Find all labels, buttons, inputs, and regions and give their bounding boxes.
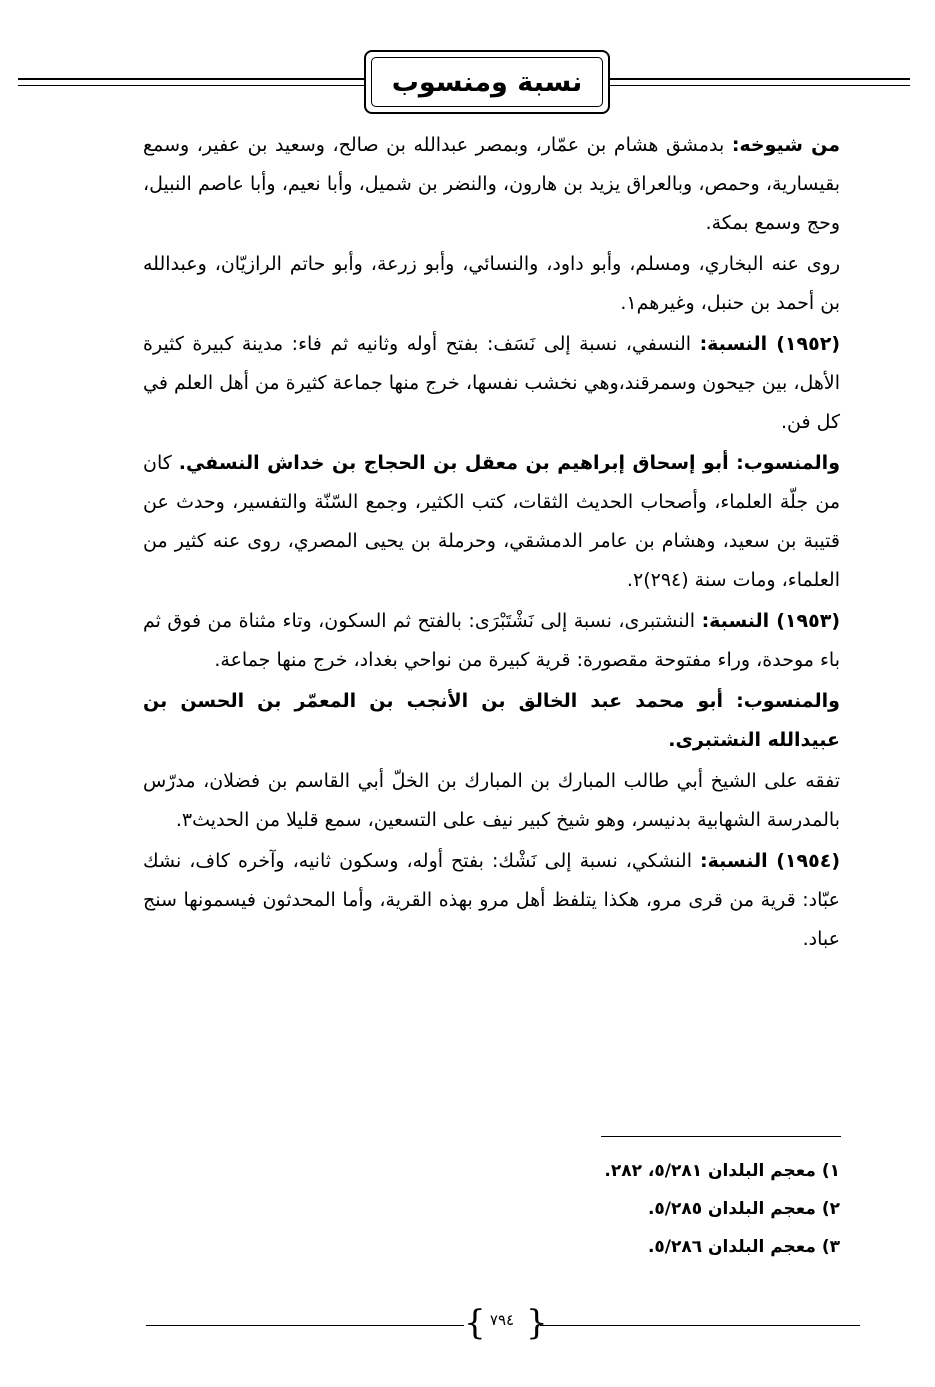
header-rule-left xyxy=(18,78,364,80)
header-rule-right-thin xyxy=(610,85,910,86)
page-number-rule-left xyxy=(146,1325,464,1326)
paragraph-text: روى عنه البخاري، ومسلم، وأبو داود، والنسائي، وأبو زرعة، وأبو حاتم الرازيّان، وعبدالله بن أحمد بن حنبل، وغيرهم١. xyxy=(143,253,840,314)
header-rule-right xyxy=(610,78,910,80)
paragraph xyxy=(143,682,840,760)
main-text xyxy=(143,126,840,961)
paragraph xyxy=(143,325,840,442)
paragraph-text: النشكي، نسبة إلى نَشْك: بفتح أوله، وسكون ثانيه، وآخره كاف، نشك عبّاد: قرية من قرى مرو، هكذا يتلفظ أهل مرو بهذه القرية، وأما المحدثون فيسمونها سنج عباد. xyxy=(143,850,840,950)
paragraph-lead: (١٩٥٢) النسبة: xyxy=(699,333,840,355)
footnote-separator xyxy=(601,1136,841,1137)
paragraph-lead: والمنسوب: أبو إسحاق إبراهيم بن معقل بن الحجاج بن خداش النسفي. xyxy=(178,452,841,474)
paragraph xyxy=(143,126,840,243)
page-number-rule-right xyxy=(540,1325,860,1326)
paragraph-text: بدمشق هشام بن عمّار، وبمصر عبدالله بن صالح، وسعيد بن عفير، وسمع بقيسارية، وحمص، وبالعراق يزيد بن هارون، والنضر بن شميل، وأبا نعيم، وأبا عاصم النبيل، وحج وسمع بمكة. xyxy=(143,134,840,234)
running-header-title: نسبة ومنسوب xyxy=(391,66,583,98)
paragraph-text: النسفي، نسبة إلى نَسَف: بفتح أوله وثانيه ثم فاء: مدينة كبيرة كثيرة الأهل، بين جيحون وسمرقند،وهي نخشب نفسها، خرج منها جماعة كثيرة من أهل العلم في كل فن. xyxy=(143,333,840,433)
paragraph-text: النشتبرى، نسبة إلى نَشْتَبْرَى: بالفتح ثم السكون، وتاء مثناة من فوق ثم باء موحدة، وراء مفتوحة مقصورة: قرية كبيرة من نواحي بغداد، خرج منها جماعة. xyxy=(143,610,840,671)
paragraph xyxy=(143,245,840,323)
paragraph xyxy=(143,842,840,959)
paragraph-text: كان من جلّة العلماء، وأصحاب الحديث الثقات، كتب الكثير، وجمع السّنّة والتفسير، وحدث عن قتيبة بن سعيد، وهشام بن عامر الدمشقي، وحرملة بن يحيى المصري، روى عنه كثير من العلماء، ومات سنة (٢٩٤)٢. xyxy=(143,452,840,591)
page-number-brace-left: { xyxy=(464,1303,486,1343)
paragraph-text: تفقه على الشيخ أبي طالب المبارك بن المبارك بن الخلّ أبي القاسم بن فضلان، مدرّس بالمدرسة الشهابية بدنيسر، وهو شيخ كبير نيف على التسعين، سمع قليلا من الحديث٣. xyxy=(143,770,840,831)
paragraph-lead: (١٩٥٤) النسبة: xyxy=(700,850,840,872)
header-title-box xyxy=(364,50,610,114)
paragraph-lead: والمنسوب: أبو محمد عبد الخالق بن الأنجب بن المعمّر بن الحسن بن عبيدالله النشتبرى. xyxy=(143,690,840,751)
paragraph xyxy=(143,602,840,680)
paragraph xyxy=(143,444,840,600)
footnote-2: ٢) معجم البلدان ٥/٢٨٥. xyxy=(647,1199,840,1219)
paragraph-lead: (١٩٥٣) النسبة: xyxy=(701,610,840,632)
page-number: ٧٩٤ xyxy=(489,1311,515,1329)
paragraph xyxy=(143,762,840,840)
header-rule-left-thin xyxy=(18,85,364,86)
paragraph-lead: من شيوخه: xyxy=(731,134,840,156)
page-number-brace-right: } xyxy=(526,1303,548,1343)
footnote-1: ١) معجم البلدان ٥/٢٨١، ٢٨٢. xyxy=(604,1161,840,1181)
footnotes xyxy=(604,1152,840,1266)
footnote-3: ٣) معجم البلدان ٥/٢٨٦. xyxy=(647,1237,840,1257)
